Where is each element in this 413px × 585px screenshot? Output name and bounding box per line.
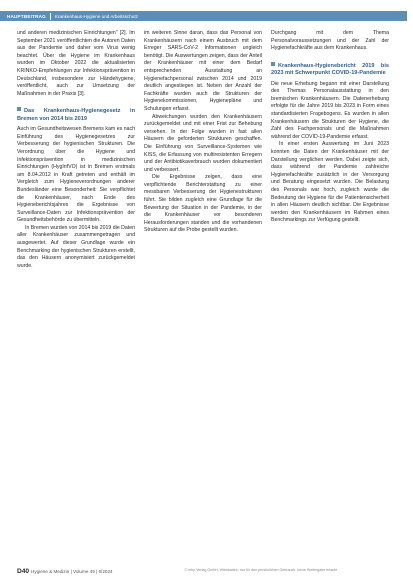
text-column-1 [17, 30, 135, 270]
paragraph: In Bremen wurden von 2014 bis 2019 die Daten aller Krankenhäuser zusammengetragen und ausgewertet. Auf dieser Grundlage wurde ein Benchmarking der hygienischen Strukturen erstellt, das den Häusern anonymisiert zurückgemeldet wurde. [17, 224, 135, 269]
section-heading-text: Krankenhaus-Hygienebericht 2019 bis 2023 mit Schwerpunkt COVID-19-Pandemie [271, 62, 389, 77]
page-number: D40 [17, 568, 30, 575]
paragraph: In einer ersten Auswertung im Juni 2023 konnten die Daten der Krankenhäuser mit der Darstellung verglichen werden. Dabei zeigte sich, dass während der Pandemie zahlreiche Hygienefachkräfte zusätzlich in der Versorgung und Beratung eingesetzt wurden. Die Belastung des Personals war hoch, zugleich wurde die Bedeutung der Hygiene für die Patientensicherheit in allen Häusern deutlich sichtbar. Die Ergebnisse werden den Krankenhäusern im Rahmen eines Benchmarkings zur Verfügung gestellt. [271, 141, 389, 224]
heading-marker [271, 62, 275, 66]
section-heading [17, 107, 135, 123]
page-footer [17, 568, 407, 582]
header-divider [50, 13, 51, 20]
paragraph: Die Ergebnisse zeigen, dass eine verpflichtende Berichterstattung zu einer messbaren Verbesserung der Hygienestrukturen führt. Sie bilden zugleich eine Grundlage für die Bewertung der Situation in der Pandemie, in der die Krankenhäuser vor besonderen Herausforderungen standen und die vorhandenen Strukturen auf die Probe gestellt wurden. [144, 174, 262, 234]
paragraph: Abweichungen wurden den Krankenhäusern zurückgemeldet und mit einer Frist zur Behebung versehen. In der Folge wurden in fast allen Häusern die geforderten Strukturen geschaffen. Die Einführung von Surveillance-Systemen wie KISS, die Erfassung von multiresistenten Erregern und der Antibiotikaverbrauch wurden dokumentiert und verbessert. [144, 113, 262, 173]
heading-marker [17, 107, 21, 111]
section-heading [271, 62, 389, 78]
section-label: HAUPTBEITRAG [7, 13, 46, 19]
running-title: Krankenhaus-Hygiene und Arbeitsschutz [54, 13, 138, 19]
journal-citation: Hygiene & Medizin | Volume 49 | 6/2024 [31, 569, 113, 575]
section-heading-text: Das Krankenhaus-Hygienegesetz in Bremen von 2014 bis 2019 [17, 108, 135, 122]
text-column-3 [271, 30, 389, 225]
paragraph: Durchgang mit dem Thema Personalvoraussetzungen und der Zahl der Hygienefachkräfte aus dem Krankenhaus. [271, 30, 389, 52]
paragraph: und anderen medizinischen Einrichtungen" [2]. Im September 2021 veröffentlichten die Autoren Daten aus der Pandemie und daher vom Virus wenig beachtet. Über die Hygiene im Krankenhaus wurden im Oktober 2022 die aktualisierten KRINKO-Empfehlungen zur Infektionsprävention in Deutschland, insbesondere zur Händehygiene, veröffentlicht, auch zur Umsetzung der Maßnahmen in der Praxis [3]. [17, 30, 135, 97]
text-column-2 [144, 30, 262, 235]
header-bar [0, 11, 407, 21]
paragraph: Auch im Gesundheitswesen Bremens kam es nach Einführung des Hygienegesetzes zur Verbesserung der hygienischen Strukturen. Die Verordnung über die Hygiene und Infektionsprävention in medizinischen Einrichtungen (HygInfVO) ist in Bremen erstmals am 8.04.2012 in Kraft getreten und enthält im Vergleich zum Hygieneverordnungen anderer Bundesländer eine Besonderheit: Sie verpflichtet die Krankenhäuser, nach Ende des Hygieneberichtsjahres die Ergebnisse von Surveillance-Daten zur Infektionsprävention der Gesundheitsbehörde zu übermitteln. [17, 126, 135, 224]
copyright-notice: © mhp Verlag GmbH, Wiesbaden; nur für den persönlichen Gebrauch, keine Weitergabe erlaubt [184, 568, 338, 572]
paragraph: Die neue Erhebung begann mit einer Darstellung des Themas Personalausstattung in den bremischen Krankenhäusern. Die Datenerhebung erfolgte für die Jahre 2019 bis 2023 in Form eines standardisierten Fragebogens. Es wurden in allen Krankenhäusern die Strukturen der Hygiene, die Zahl des Fachpersonals und die Maßnahmen während der COVID-19-Pandemie erfasst. [271, 80, 389, 140]
paragraph: im weiteren Sinne daran, dass das Personal von Krankenhäusern nach einem Ausbruch mit dem Erreger SARS-CoV-2 Informationen ungleich benötigt. Die Auswertungen zeigen, dass der Anteil der Krankenhäuser mit einer dem Bedarf entsprechenden Ausstattung an Hygienefachpersonal zwischen 2014 und 2019 deutlich angestiegen ist. Neben der Anzahl der Fachkräfte wurden auch die Strukturen der Hygienekommissionen, Hygienepläne und Schulungen erfasst. [144, 30, 262, 112]
